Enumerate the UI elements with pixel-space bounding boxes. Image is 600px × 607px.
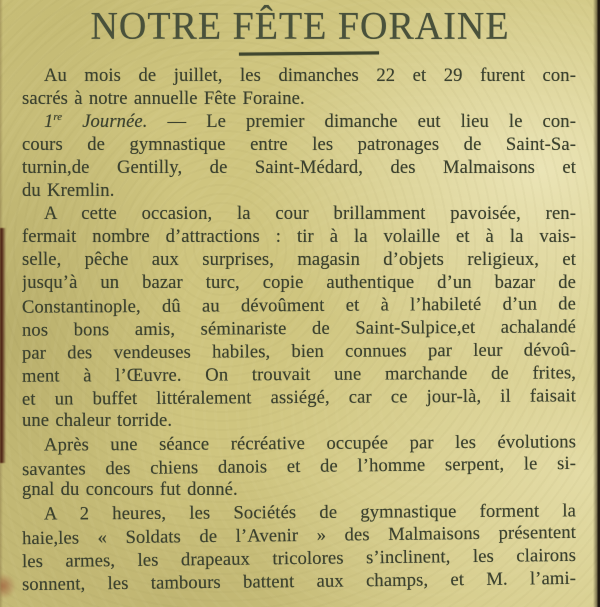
text-line: du Kremlin. bbox=[22, 180, 115, 201]
page-edge-right bbox=[593, 0, 600, 607]
text-line: sonnent, les tambours battent aux champs, et M. l’ami- bbox=[21, 567, 577, 596]
journee-line-rest: — Le premier dimanche eut lieu le con- bbox=[147, 111, 576, 132]
text-line: savantes des chiens danois et de l’homme serpent, le si- bbox=[21, 452, 577, 481]
text-line: cours de gymnastique entre les patronages de Saint-Sa- bbox=[22, 134, 576, 155]
paragraph bbox=[22, 202, 576, 432]
page-edge-left bbox=[0, 228, 6, 463]
text-line: et un buffet littéralement assiégé, car ce jour-là, il faisait bbox=[21, 385, 577, 410]
text-line: A 2 heures, les Sociétés de gymnastique forment la bbox=[43, 500, 577, 525]
paragraph bbox=[22, 64, 576, 110]
text-line: Constantinople, dû au dévoûment et à l’habileté d’un de bbox=[21, 293, 577, 318]
text-line: jusqu’à un bazar turc, copie authentique d’un bazar de bbox=[22, 272, 576, 293]
text-line: Après une séance récréative occupée par les évolutions bbox=[43, 431, 577, 456]
paragraph bbox=[21, 500, 577, 596]
text-line: fermait nombre d’attractions : tir à la volaille et à la vais- bbox=[22, 226, 576, 247]
journee-lead bbox=[44, 111, 148, 132]
text-line: haie,les « Soldats de l’Avenir » des Malmaisons présentent bbox=[21, 521, 577, 550]
journee-word: Journée. bbox=[62, 111, 148, 132]
text-line: A cette occasion, la cour brillamment pavoisée, ren- bbox=[44, 203, 576, 224]
article-body bbox=[21, 64, 577, 596]
bottom-left-smudge bbox=[0, 573, 16, 599]
text-line: turnin,de Gentilly, de Saint-Médard, des Malmaisons et bbox=[22, 157, 576, 178]
text-line: une chaleur torride. bbox=[22, 410, 173, 431]
text-line: sacrés à notre annuelle Fête Foraine. bbox=[22, 88, 305, 109]
journee-ordinal-suffix: re bbox=[53, 110, 63, 123]
text-line: par des vendeuses habiles, bien connues par leur dévoû- bbox=[21, 339, 577, 364]
article-title: NOTRE FÊTE FORAINE bbox=[90, 4, 510, 48]
paragraph bbox=[22, 432, 576, 501]
text-line: ment à l’Œuvre. On trouvait une marchande de frites, bbox=[21, 362, 577, 387]
text-line: nos bons amis, séminariste de Saint-Sulpice,et achalandé bbox=[21, 316, 577, 341]
paragraph bbox=[22, 110, 576, 202]
text-line bbox=[22, 110, 576, 133]
text-line: selle, pêche aux surprises, magasin d’objets religieux, et bbox=[22, 249, 576, 270]
journee-number: 1 bbox=[44, 111, 54, 132]
text-line: les armes, les drapeaux tricolores s’inclinent, les clairons bbox=[21, 544, 577, 573]
text-line: Au mois de juillet, les dimanches 22 et 29 furent con- bbox=[44, 65, 576, 86]
text-line: gnal du concours fut donné. bbox=[22, 479, 238, 500]
title-underline bbox=[239, 51, 379, 55]
